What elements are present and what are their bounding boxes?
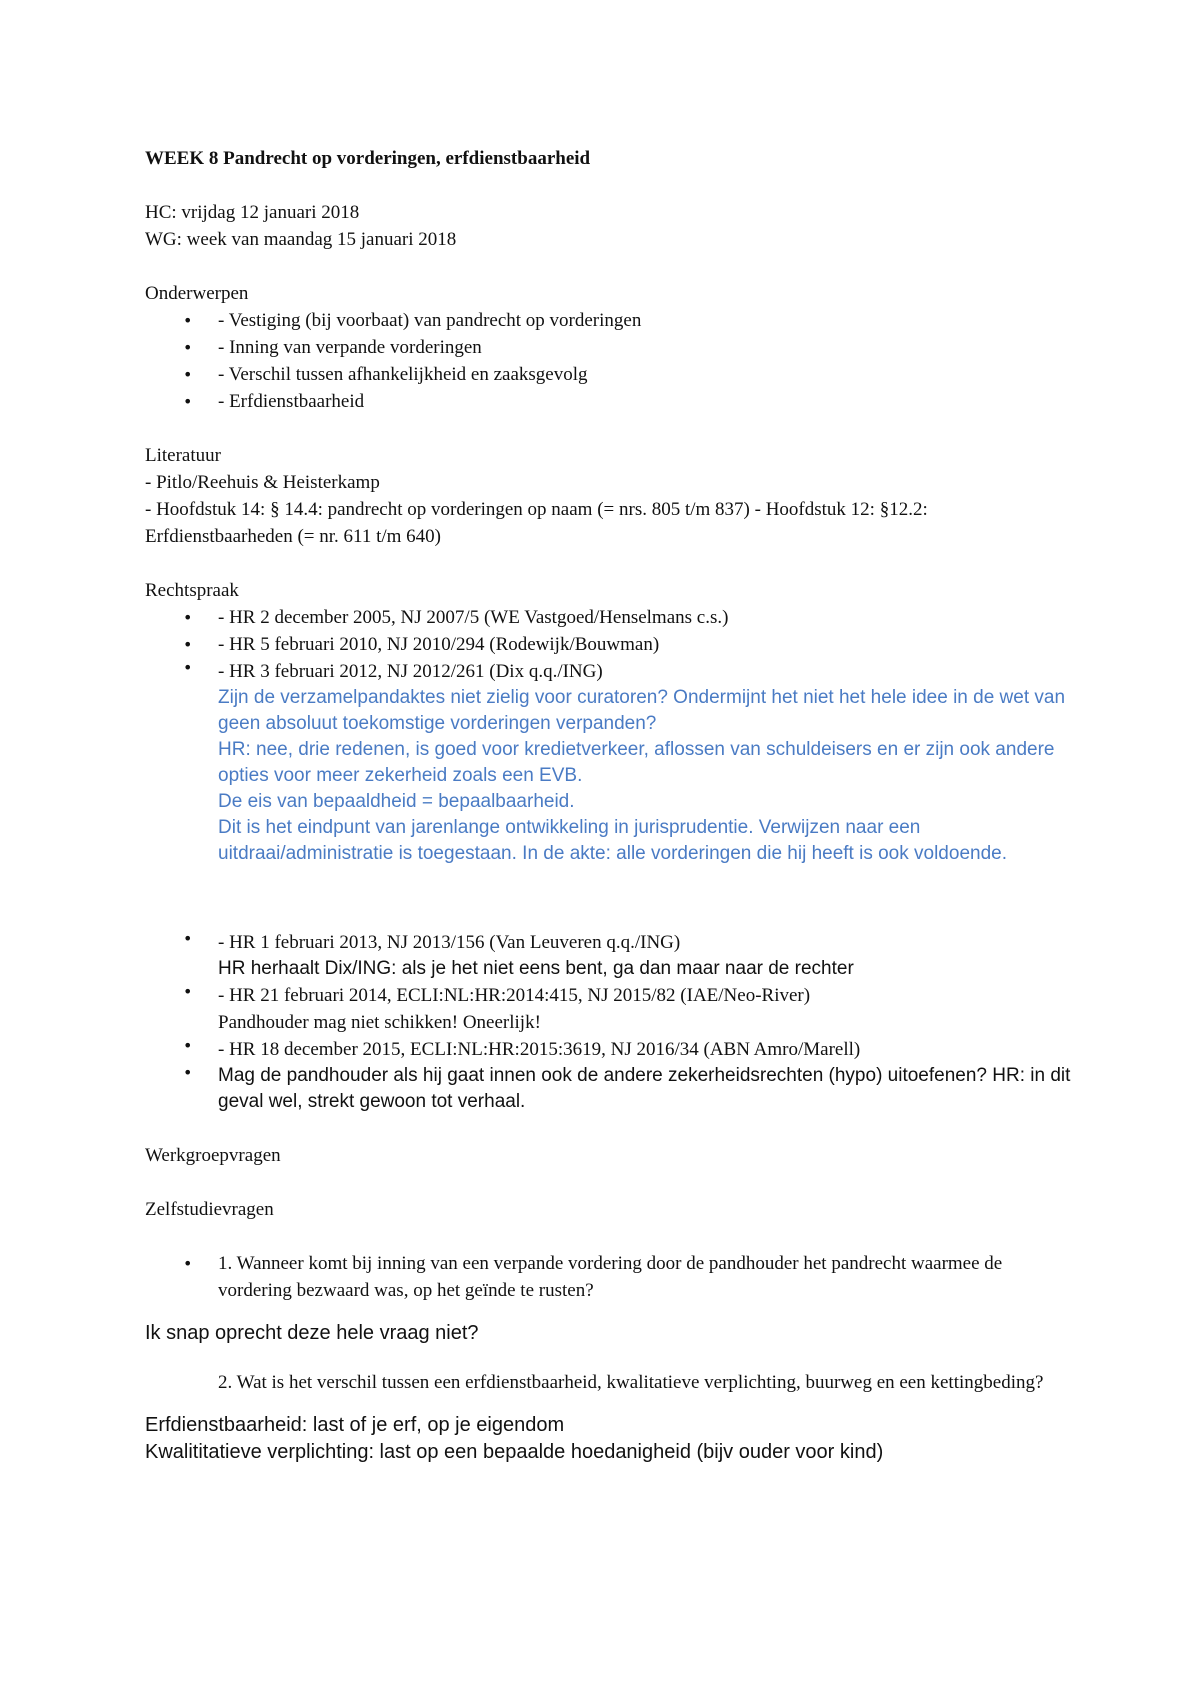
answer-1: Ik snap oprecht deze hele vraag niet? xyxy=(145,1322,479,1344)
list-item: • - Inning van verpande vorderingen xyxy=(145,334,1075,361)
case-note: De eis van bepaaldheid = bepaalbaarheid. xyxy=(218,791,575,812)
bullet-icon: • xyxy=(183,608,193,627)
bullet-icon: • xyxy=(183,658,193,677)
bullet-icon: • xyxy=(183,392,193,411)
bullet-icon: • xyxy=(183,365,193,384)
literatuur-item: - Hoofdstuk 14: § 14.4: pandrecht op vorderingen op naam (= nrs. 805 t/m 837) - Hoofdstuk 12: §12.2: Erfdienstbaarheden (= nr. 611 t/m 640) xyxy=(145,499,928,547)
list-item xyxy=(145,1036,1075,1063)
question-2: 2. Wat is het verschil tussen een erfdienstbaarheid, kwalitatieve verplichting, buurweg en een kettingbeding? xyxy=(218,1372,1044,1393)
case-note: HR: nee, drie redenen, is goed voor kredietverkeer, aflossen van schuldeisers en er zijn ook andere opties voor meer zekerheid zoals een EVB. xyxy=(218,739,1055,786)
bullet-icon: • xyxy=(183,982,193,1001)
list-item: • - HR 5 februari 2010, NJ 2010/294 (Rodewijk/Bouwman) xyxy=(145,631,1075,658)
question-1: 1. Wanneer komt bij inning van een verpande vordering door de pandhouder het pandrecht waarmee de vordering bezwaard was, op het geïnde te rusten? xyxy=(218,1253,1003,1301)
literatuur-heading: Literatuur xyxy=(145,445,221,466)
bullet-icon: • xyxy=(183,1063,193,1082)
bullet-icon: • xyxy=(183,338,193,357)
rechtspraak-list-2 xyxy=(145,929,1075,1115)
bullet-icon: • xyxy=(183,1036,193,1055)
rechtspraak-heading: Rechtspraak xyxy=(145,580,239,601)
literatuur-item: - Pitlo/Reehuis & Heisterkamp xyxy=(145,472,380,493)
list-item xyxy=(145,1063,1075,1115)
wg-line: WG: week van maandag 15 januari 2018 xyxy=(145,229,457,250)
list-item: • - Erfdienstbaarheid xyxy=(145,388,1075,415)
list-item xyxy=(145,929,1075,982)
case-citation: - HR 18 december 2015, ECLI:NL:HR:2015:3619, NJ 2016/34 (ABN Amro/Marell) xyxy=(218,1039,861,1060)
list-item: • - HR 2 december 2005, NJ 2007/5 (WE Vastgoed/Henselmans c.s.) xyxy=(145,604,1075,631)
list-item: • - Verschil tussen afhankelijkheid en zaaksgevolg xyxy=(145,361,1075,388)
list-item xyxy=(145,658,1075,867)
list-item xyxy=(145,1250,1075,1304)
bullet-icon: • xyxy=(183,1254,193,1273)
bullet-icon: • xyxy=(183,311,193,330)
case-note: Dit is het eindpunt van jarenlange ontwikkeling in jurisprudentie. Verwijzen naar een uitdraai/administratie is toegestaan. In de akte: alle vorderingen die hij heeft is ook voldoende. xyxy=(218,817,1007,864)
list-item xyxy=(145,982,1075,1036)
answer-2-line: Erfdienstbaarheid: last of je erf, op je eigendom xyxy=(145,1414,565,1436)
case-note: Mag de pandhouder als hij gaat innen ook de andere zekerheidsrechten (hypo) uitoefenen? HR: in dit geval wel, strekt gewoon tot verhaal. xyxy=(218,1065,1071,1112)
case-note: HR herhaalt Dix/ING: als je het niet eens bent, ga dan maar naar de rechter xyxy=(218,958,854,979)
bullet-icon: • xyxy=(183,929,193,948)
list-item: • - Vestiging (bij voorbaat) van pandrecht op vorderingen xyxy=(145,307,1075,334)
hc-line: HC: vrijdag 12 januari 2018 xyxy=(145,202,360,223)
document-title: WEEK 8 Pandrecht op vorderingen, erfdienstbaarheid xyxy=(145,148,591,169)
case-citation: - HR 1 februari 2013, NJ 2013/156 (Van Leuveren q.q./ING) xyxy=(218,932,681,953)
case-note: Zijn de verzamelpandaktes niet zielig voor curatoren? Ondermijnt het niet het hele idee in de wet van geen absoluut toekomstige vorderingen verpanden? xyxy=(218,687,1066,734)
rechtspraak-list-1 xyxy=(145,604,1075,867)
onderwerpen-heading: Onderwerpen xyxy=(145,283,249,304)
document-page xyxy=(145,145,1075,1466)
case-citation: - HR 3 februari 2012, NJ 2012/261 (Dix q.q./ING) xyxy=(218,661,603,682)
case-note: Pandhouder mag niet schikken! Oneerlijk! xyxy=(218,1012,541,1033)
werkgroep-heading: Werkgroepvragen xyxy=(145,1145,281,1166)
zelfstudie-heading: Zelfstudievragen xyxy=(145,1199,274,1220)
answer-2-line: Kwalititatieve verplichting: last op een bepaalde hoedanigheid (bijv ouder voor kind) xyxy=(145,1441,884,1463)
zelfstudie-list xyxy=(145,1250,1075,1304)
onderwerpen-list xyxy=(145,307,1075,415)
case-citation: - HR 21 februari 2014, ECLI:NL:HR:2014:415, NJ 2015/82 (IAE/Neo-River) xyxy=(218,985,811,1006)
bullet-icon: • xyxy=(183,635,193,654)
